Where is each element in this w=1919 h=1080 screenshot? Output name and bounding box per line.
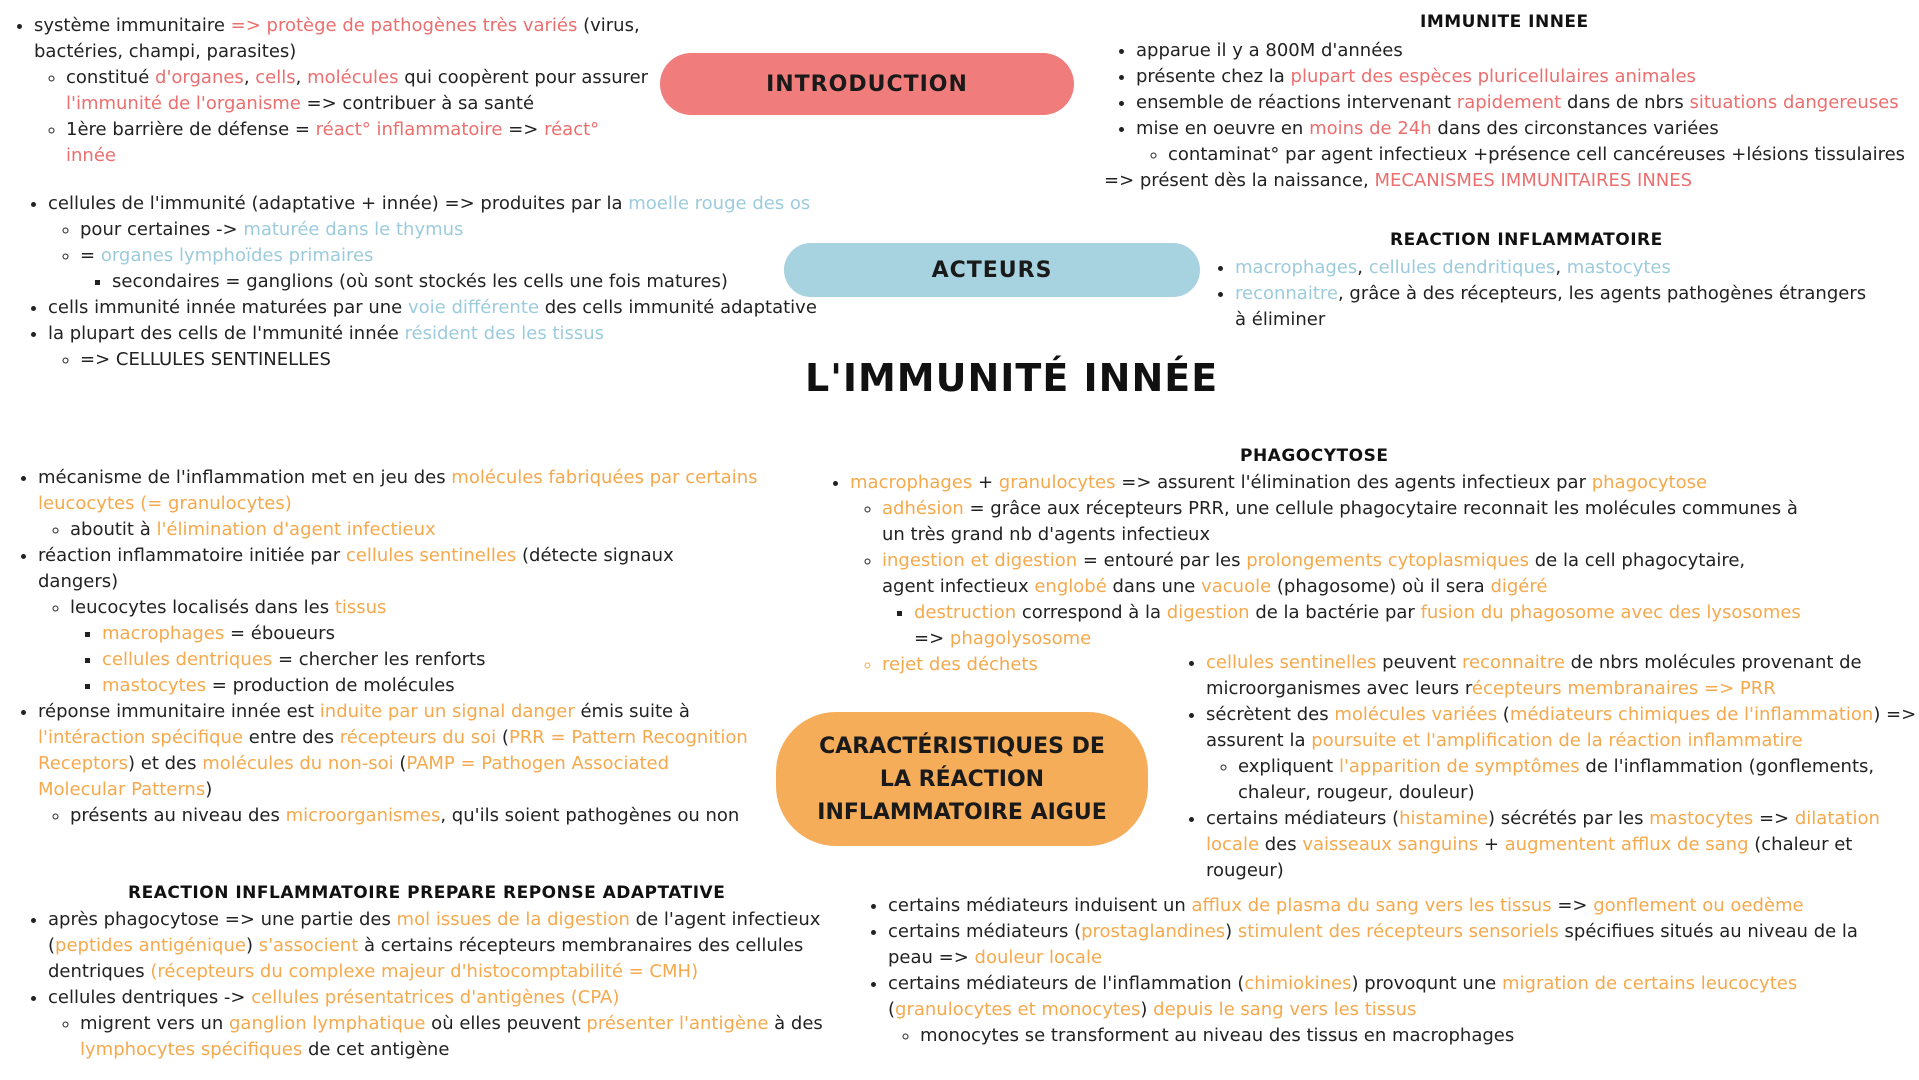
list-item: ◦ => CELLULES SENTINELLES: [80, 347, 828, 373]
list-item: • cellules dentriques -> cellules présentatrices d'antigènes (CPA) ◦ migrent vers un ganglion lymphatique où elles peuvent présenter l'antigène à des lymphocytes spécifiques de cet antigène: [48, 985, 828, 1063]
page-title: L'IMMUNITÉ INNÉE: [805, 356, 1219, 400]
list-item: • cells immunité innée maturées par une voie différente des cells immunité adaptative: [48, 295, 828, 321]
list-item: • macrophages, cellules dendritiques, mastocytes: [1235, 255, 1875, 281]
list-item: ◦ aboutit à l'élimination d'agent infectieux: [70, 517, 758, 543]
list-item: ▪ macrophages = éboueurs: [102, 621, 758, 647]
list-item: • certains médiateurs (prostaglandines) stimulent des récepteurs sensoriels spécifiues situés au niveau de la peau => douleur locale: [888, 919, 1908, 971]
list-item: ▪ secondaires = ganglions (où sont stockés les cells une fois matures): [112, 269, 828, 295]
list-item: ◦ contaminat° par agent infectieux +présence cell cancéreuses +lésions tissulaires: [1168, 142, 1916, 168]
list-item: ◦ monocytes se transforment au niveau des tissus en macrophages: [920, 1023, 1908, 1049]
phagocytose-block: [830, 470, 1830, 678]
list-item: ▪ cellules dentriques = chercher les renforts: [102, 647, 758, 673]
list-item: ◦ adhésion = grâce aux récepteurs PRR, une cellule phagocytaire reconnait les molécules communes à un très grand nb d'agents infectieux: [882, 496, 1802, 548]
list-item: ▪ destruction correspond à la digestion de la bactérie par fusion du phagosome avec des lysosomes => phagolysosome: [914, 600, 1802, 652]
heading-reaction-inflammatoire: REACTION INFLAMMATOIRE: [1390, 230, 1663, 250]
list-item: ◦ expliquent l'apparition de symptômes de l'inflammation (gonflements, chaleur, rougeur, douleur): [1238, 754, 1918, 806]
list-item: • système immunitaire => protège de pathogènes très variés (virus, bactéries, champi, parasites) ◦ constitué d'organes, cells, molécules qui coopèrent pour assurer l'immunité de l'organisme => contribuer à sa santé ◦ 1ère barrière de défense = réact° inflammatoire => réact° innée: [34, 13, 654, 169]
heading-phagocytose: PHAGOCYTOSE: [1240, 446, 1389, 466]
prepare-block: [28, 907, 828, 1063]
immunite-block: [1116, 38, 1916, 168]
list-item: ◦ ingestion et digestion = entouré par les prolongements cytoplasmiques de la cell phagocytaire, agent infectieux englobé dans une vacuole (phagosome) où il sera digéré ▪ destruction correspond à la digestion de la bactérie par fusion du phagosome avec des lysosomes => phagolysosome: [882, 548, 1802, 652]
list-item: ◦ migrent vers un ganglion lymphatique où elles peuvent présenter l'antigène à des lymphocytes spécifiques de cet antigène: [80, 1011, 828, 1063]
list-item: • sécrètent des molécules variées (médiateurs chimiques de l'inflammation) => assurent la poursuite et l'amplification de la réaction inflammatire ◦ expliquent l'apparition de symptômes de l'inflammation (gonflements, chaleur, rougeur, douleur): [1206, 702, 1918, 806]
list-item: • apparue il y a 800M d'années: [1136, 38, 1916, 64]
mecanisme-block: [18, 465, 758, 829]
acteurs-pill: ACTEURS: [784, 243, 1200, 297]
list-item: ◦ leucocytes localisés dans les tissus ▪ macrophages = éboueurs ▪ cellules dentriques = chercher les renforts ▪ mastocytes = production de molécules: [70, 595, 758, 699]
heading-immunite-innee: IMMUNITE INNEE: [1420, 12, 1589, 32]
list-item: ◦ = organes lymphoïdes primaires ▪ secondaires = ganglions (où sont stockés les cells une fois matures): [80, 243, 828, 295]
mediateurs-block: [868, 893, 1908, 1049]
list-item: • réaction inflammatoire initiée par cellules sentinelles (détecte signaux dangers) ◦ leucocytes localisés dans les tissus ▪ macrophages = éboueurs ▪ cellules dentriques = chercher les renforts ▪ mastocytes = production de molécules: [38, 543, 758, 699]
list-item: • cellules de l'immunité (adaptative + innée) => produites par la moelle rouge des os ◦ pour certaines -> maturée dans le thymus ◦ = organes lymphoïdes primaires ▪ secondaires = ganglions (où sont stockés les cells une fois matures): [48, 191, 828, 295]
list-item: • après phagocytose => une partie des mol issues de la digestion de l'agent infectieux (peptides antigénique) s'associent à certains récepteurs membranaires des cellules dentriques (récepteurs du complexe majeur d'histocomptabilité = CMH): [48, 907, 828, 985]
list-item: ◦ rejet des déchets: [882, 652, 1830, 678]
list-item: • certains médiateurs induisent un afflux de plasma du sang vers les tissus => gonflement ou oedème: [888, 893, 1908, 919]
caracteristiques-pill: CARACTÉRISTIQUES DE LA RÉACTION INFLAMMATOIRE AIGUE: [776, 712, 1148, 846]
list-item: • la plupart des cells de l'mmunité innée résident des les tissus ◦ => CELLULES SENTINELLES: [48, 321, 828, 373]
list-item: ◦ présents au niveau des microorganismes, qu'ils soient pathogènes ou non: [70, 803, 758, 829]
list-item: ▪ mastocytes = production de molécules: [102, 673, 758, 699]
list-item: ◦ 1ère barrière de défense = réact° inflammatoire => réact° innée: [66, 117, 654, 169]
list-item: • réponse immunitaire innée est induite par un signal danger émis suite à l'intéraction spécifique entre des récepteurs du soi (PRR = Pattern Recognition Receptors) et des molécules du non-soi (PAMP = Pathogen Associated Molecular Patterns) ◦ présents au niveau des microorganismes, qu'ils soient pathogènes ou non: [38, 699, 758, 829]
reaction-block: [1215, 255, 1875, 333]
list-item: • mise en oeuvre en moins de 24h dans des circonstances variées ◦ contaminat° par agent infectieux +présence cell cancéreuses +lésions tissulaires: [1136, 116, 1916, 168]
list-item: • reconnaitre, grâce à des récepteurs, les agents pathogènes étrangers à éliminer: [1235, 281, 1875, 333]
list-item: • mécanisme de l'inflammation met en jeu des molécules fabriquées par certains leucocytes (= granulocytes) ◦ aboutit à l'élimination d'agent infectieux: [38, 465, 758, 543]
list-item: • certains médiateurs de l'inflammation (chimiokines) provoqunt une migration de certains leucocytes (granulocytes et monocytes) depuis le sang vers les tissus ◦ monocytes se transforment au niveau des tissus en macrophages: [888, 971, 1908, 1049]
introduction-pill: INTRODUCTION: [660, 53, 1074, 115]
list-item: • cellules sentinelles peuvent reconnaitre de nbrs molécules provenant de microorganismes avec leurs récepteurs membranaires => PRR: [1206, 650, 1918, 702]
list-item: ◦ constitué d'organes, cells, molécules qui coopèrent pour assurer l'immunité de l'organisme => contribuer à sa santé: [66, 65, 654, 117]
immunite-conclusion: => présent dès la naissance, MECANISMES IMMUNITAIRES INNES: [1104, 170, 1693, 191]
acteurs-block: [28, 191, 828, 373]
sentinelles-block: [1186, 650, 1918, 884]
list-item: • ensemble de réactions intervenant rapidement dans de nbrs situations dangereuses: [1136, 90, 1916, 116]
list-item: • macrophages + granulocytes => assurent l'élimination des agents infectieux par phagocytose ◦ adhésion = grâce aux récepteurs PRR, une cellule phagocytaire reconnait les molécules communes à un très grand nb d'agents infectieux ◦ ingestion et digestion = entouré par les prolongements cytoplasmiques de la cell phagocytaire, agent infectieux englobé dans une vacuole (phagosome) où il sera digéré ▪ destruction correspond à la digestion de la bactérie par fusion du phagosome avec des lysosomes => phagolysosome ◦ rejet des déchets: [850, 470, 1830, 678]
heading-prepare: REACTION INFLAMMATOIRE PREPARE REPONSE ADAPTATIVE: [128, 883, 726, 903]
intro-block: [14, 13, 654, 169]
list-item: • présente chez la plupart des espèces pluricellulaires animales: [1136, 64, 1916, 90]
list-item: ◦ pour certaines -> maturée dans le thymus: [80, 217, 828, 243]
list-item: • certains médiateurs (histamine) sécrétés par les mastocytes => dilatation locale des vaisseaux sanguins + augmentent afflux de sang (chaleur et rougeur): [1206, 806, 1918, 884]
